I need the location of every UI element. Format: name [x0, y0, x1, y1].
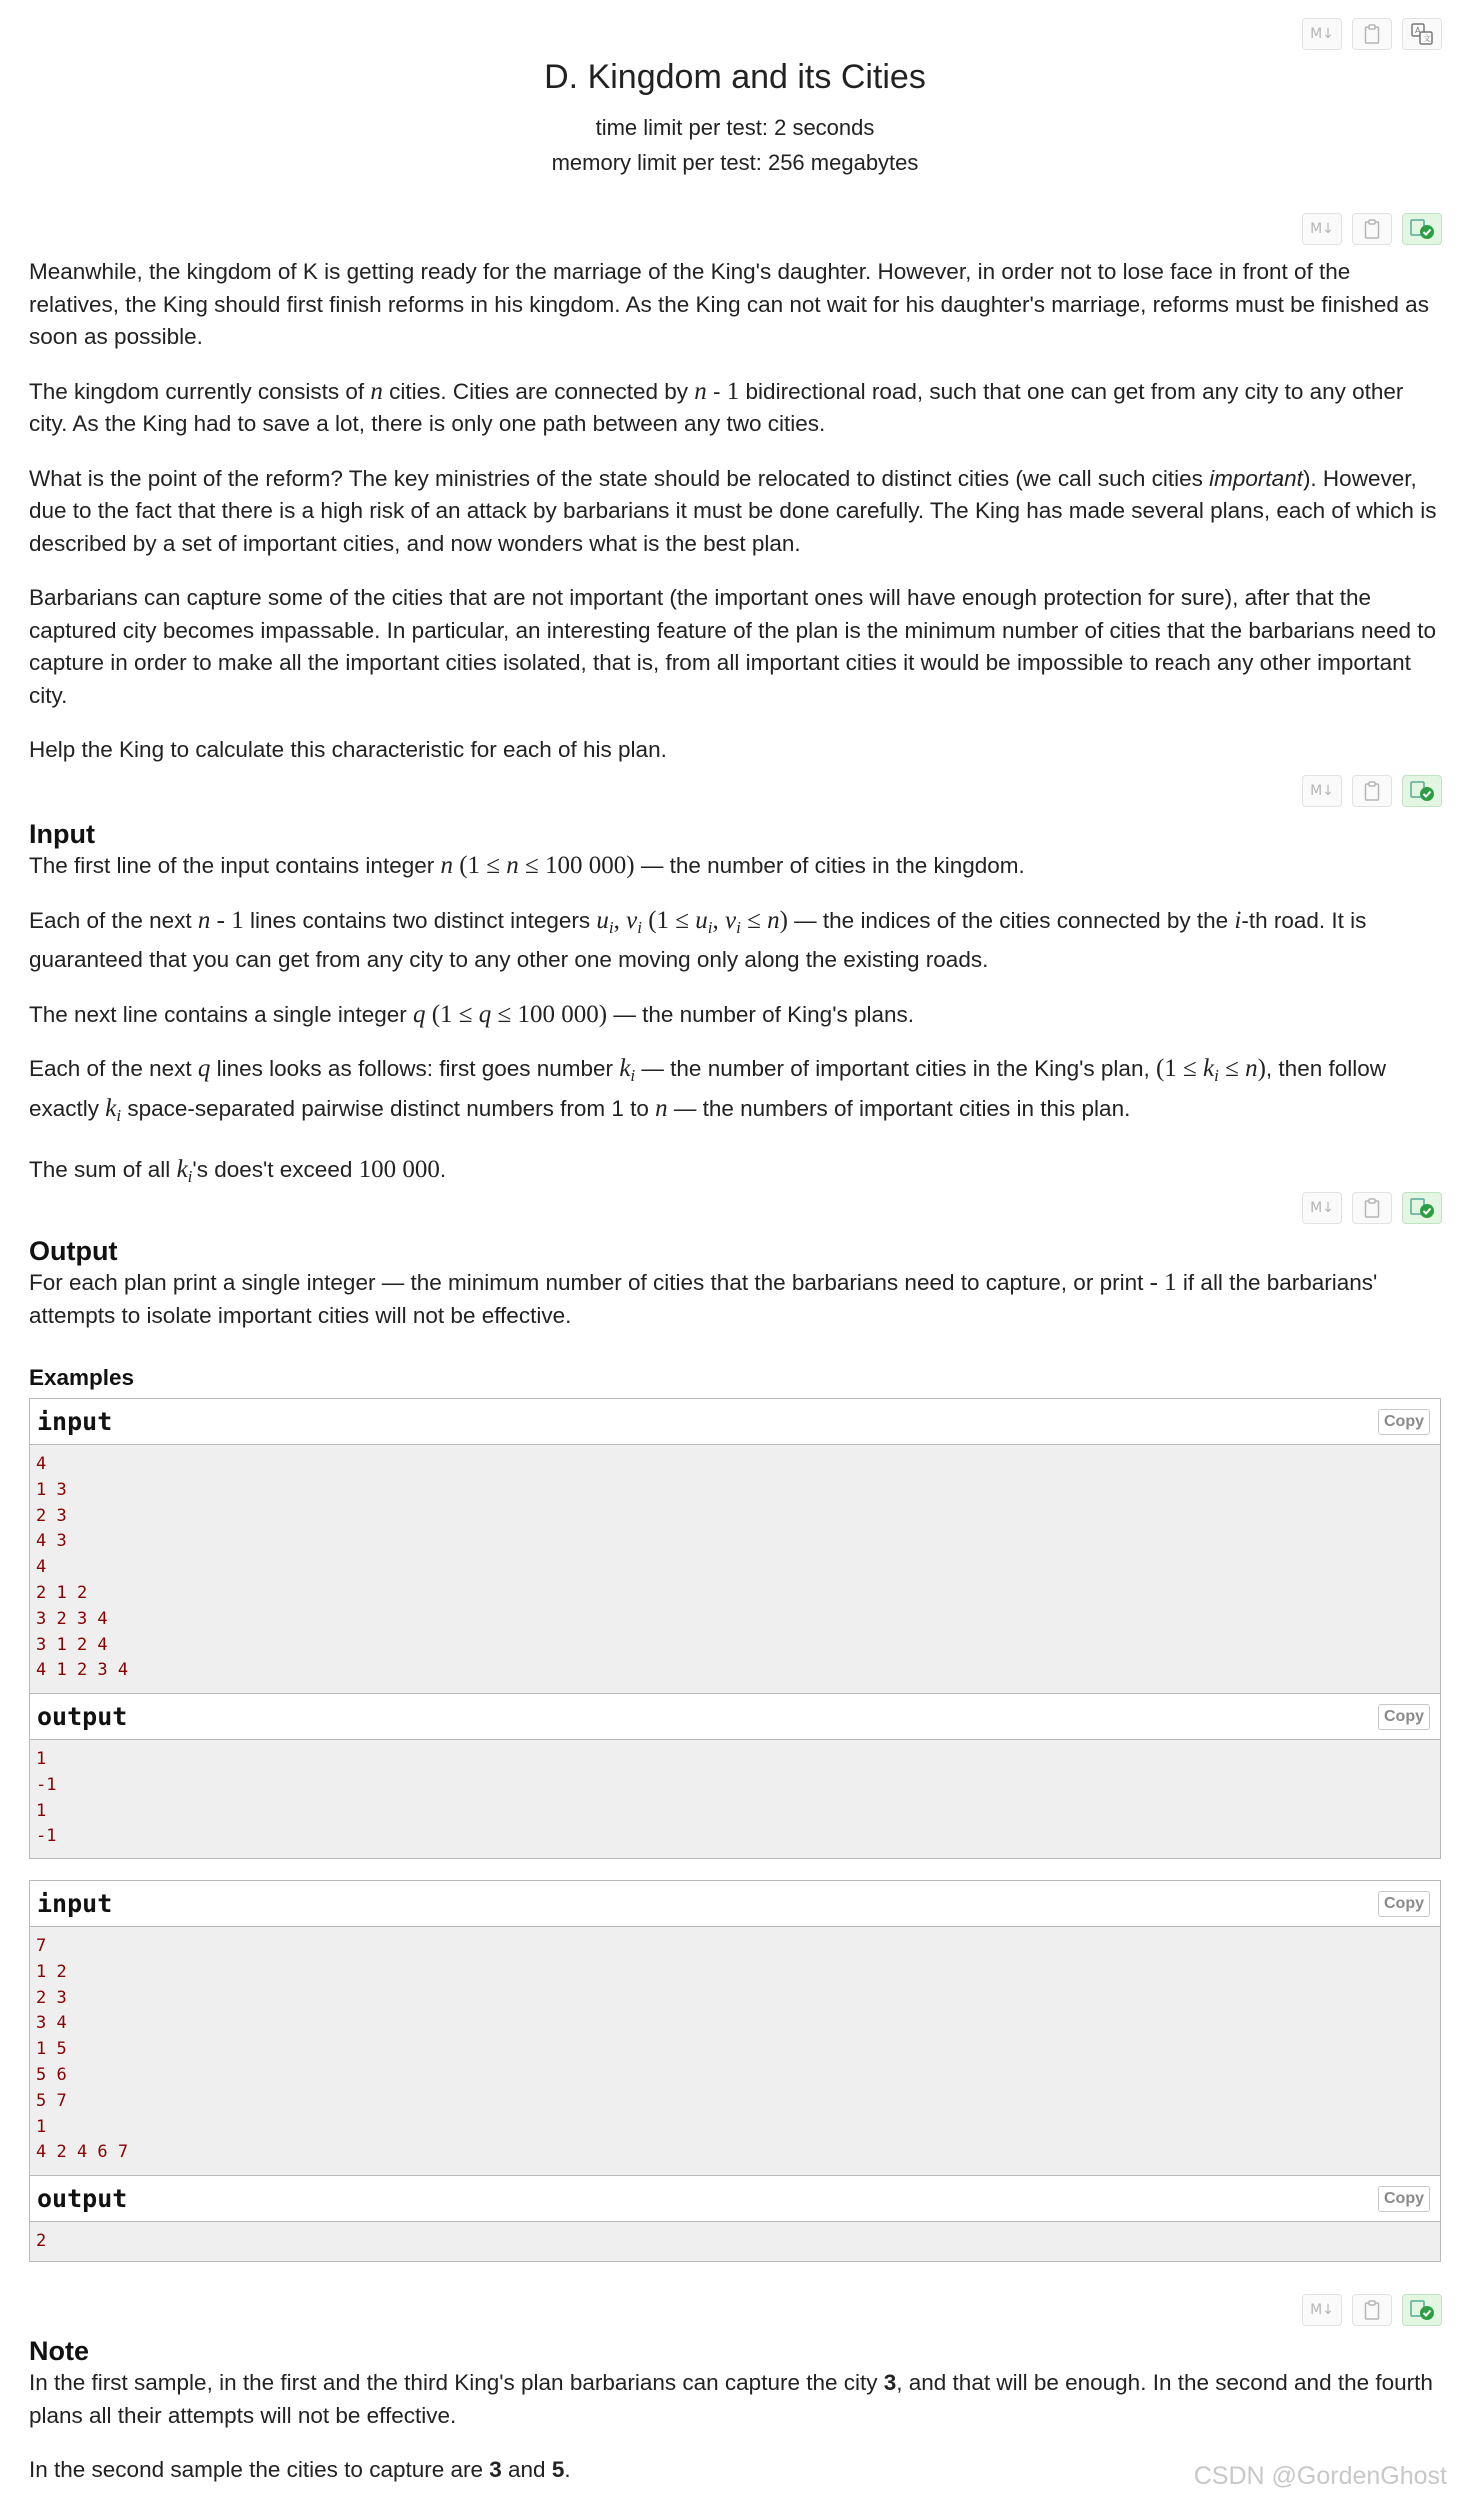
spec-text: — the indices of the cities connected by the	[787, 907, 1235, 933]
markdown-icon[interactable]	[1302, 1192, 1342, 1224]
statement-text: The kingdom currently consists of	[29, 378, 371, 404]
sample-2-input-body	[30, 1927, 1440, 2172]
statement-text: What is the point of the reform? The key ministries of the state should be relocated to distinct cities (we call such cities	[29, 465, 1210, 491]
sample-input-label: input	[37, 1407, 113, 1436]
output-toolbar	[1302, 1192, 1442, 1224]
legend-toolbar	[1302, 213, 1442, 245]
math-n: n	[370, 377, 383, 405]
copy-button[interactable]: Copy	[1378, 1891, 1430, 1917]
spec-text: lines looks as follows: first goes number	[210, 1056, 620, 1081]
spec-text: .	[439, 1157, 447, 1182]
problem-statement	[29, 256, 1441, 789]
math-v: v	[725, 906, 737, 934]
sample-line: 3 4	[36, 2013, 67, 2034]
spec-text: Each of the next	[29, 907, 198, 933]
markdown-label: M↓	[1310, 1200, 1334, 1216]
statement-paragraph	[29, 256, 1441, 354]
examples-heading: Examples	[29, 1365, 135, 1390]
sample-line: 4	[36, 1454, 47, 1474]
sample-input-label: input	[37, 1889, 113, 1918]
note-text: In the second sample the cities to capture are	[29, 2457, 490, 2482]
sample-1-output-body	[30, 1740, 1440, 1856]
spec-text: space-separated pairwise distinct numbers from 1 to	[121, 1095, 656, 1121]
statement-text: Barbarians can capture some of the cities that are not important (the important ones will have enough protection for sure), after that the captured city becomes impassable. In particular, an interesting feature of the plan is the minimum number of cities that the barbarians need to capture in order to make all the important cities isolated, that is, from all important cities it would be impossible to reach any other important city.	[29, 585, 1437, 708]
sample-header	[30, 1399, 1440, 1445]
markdown-label: M↓	[1310, 783, 1334, 799]
math-comma: ,	[712, 906, 725, 934]
math-n: n	[694, 377, 707, 405]
clipboard-icon[interactable]	[1352, 775, 1392, 807]
svg-text:文: 文	[1423, 34, 1431, 43]
math-constraint: ≤	[740, 906, 768, 934]
clipboard-icon[interactable]	[1352, 18, 1392, 50]
markdown-icon[interactable]	[1302, 213, 1342, 245]
sample-line: -1	[36, 1774, 57, 1795]
math-constraint: (1 ≤	[452, 852, 507, 879]
math-paren: )	[1257, 1055, 1266, 1082]
math-n: n	[440, 852, 453, 879]
output-paragraph	[29, 1267, 1441, 1332]
sample-2-output	[29, 2175, 1441, 2262]
math-u: u	[695, 906, 708, 934]
input-paragraph	[29, 1154, 1441, 1194]
emphasis-important: important	[1209, 465, 1303, 491]
math-sub-i: i	[736, 917, 741, 937]
math-sub-i: i	[707, 917, 713, 937]
markdown-icon[interactable]	[1302, 775, 1342, 807]
note-text: .	[564, 2457, 571, 2482]
math-sub-i: i	[116, 1105, 122, 1125]
spec-text: lines contains two distinct integers	[243, 907, 597, 933]
statement-paragraph	[29, 582, 1441, 712]
math-sub-i: i	[1214, 1066, 1219, 1085]
sample-2-input	[29, 1880, 1441, 2176]
sample-header	[30, 1881, 1440, 1927]
spec-text: Each of the next	[29, 1056, 198, 1081]
math-k: k	[619, 1055, 631, 1082]
sample-line: 1	[36, 1749, 47, 1769]
math-minus: -	[706, 378, 727, 404]
problem-title: D. Kingdom and its Cities	[544, 58, 926, 96]
sample-2-output-body	[30, 2222, 1440, 2261]
sample-1-output	[29, 1693, 1441, 1859]
math-u: u	[596, 906, 609, 934]
math-sub-i: i	[630, 1066, 636, 1085]
check-icon[interactable]	[1402, 213, 1442, 245]
note-title: Note	[29, 2336, 89, 2366]
sample-header	[30, 1694, 1440, 1740]
input-paragraph	[29, 1053, 1441, 1132]
math-k: k	[105, 1094, 117, 1122]
sample-line: 2 1 2	[36, 1582, 88, 1603]
watermark: CSDN @GordenGhost	[1193, 2462, 1447, 2490]
note-paragraph	[29, 2367, 1441, 2432]
spec-text: — the number of cities in the kingdom.	[634, 853, 1025, 878]
svg-text:A: A	[1415, 26, 1421, 35]
copy-button[interactable]: Copy	[1378, 1704, 1430, 1730]
markdown-icon[interactable]	[1302, 2294, 1342, 2326]
check-icon[interactable]	[1402, 775, 1442, 807]
sample-line: 2 3	[36, 1505, 67, 1526]
time-limit: time limit per test: 2 seconds	[595, 115, 875, 140]
math-n: n	[655, 1094, 668, 1122]
note-toolbar	[1302, 2294, 1442, 2326]
sample-line: -1	[36, 1826, 57, 1847]
memory-limit: memory limit per test: 256 megabytes	[551, 150, 919, 175]
math-sub-i: i	[608, 917, 614, 937]
sample-line: 2	[36, 2231, 47, 2251]
input-toolbar	[1302, 775, 1442, 807]
translate-icon[interactable]	[1402, 18, 1442, 50]
math-comma: ,	[613, 906, 627, 934]
statement-paragraph	[29, 734, 1441, 767]
sample-line: 4	[36, 1557, 47, 1578]
examples-title	[29, 1365, 1441, 1391]
statement-text: ). However, due to the fact that there is a high risk of an attack by barbarians it must be done carefully. The King has made several plans, each of which is described by a set of important cities, and now wonders what is the best plan.	[29, 465, 1437, 556]
spec-text: For each plan print a single integer — the minimum number of cities that the barbarians need to capture, or print	[29, 1270, 1150, 1295]
sample-line: 1 2	[36, 1961, 67, 1982]
statement-paragraph	[29, 376, 1441, 441]
math-constraint: (1 ≤	[425, 1000, 479, 1028]
problem-toolbar	[1302, 18, 1442, 50]
math-constraint: (1 ≤	[1155, 1055, 1204, 1082]
statement-text: Meanwhile, the kingdom of K is getting ready for the marriage of the King's daughter. However, in order not to lose face in front of the relatives, the King should first finish reforms in his kingdom. As the King can not wait for his daughter's marriage, reforms must be finished as soon as possible.	[29, 259, 1429, 349]
input-specification	[29, 818, 1441, 1216]
copy-button[interactable]: Copy	[1378, 2186, 1430, 2212]
clipboard-icon[interactable]	[1352, 213, 1392, 245]
clipboard-icon[interactable]	[1352, 1192, 1392, 1224]
note-text: and	[501, 2457, 552, 2482]
spec-text: — the numbers of important cities in this plan.	[667, 1095, 1131, 1121]
sample-line: 3 1 2 4	[36, 1634, 108, 1655]
math-constraint: (1 ≤	[641, 906, 696, 934]
statement-paragraph	[29, 463, 1441, 561]
check-icon[interactable]	[1402, 2294, 1442, 2326]
spec-text: — the number of King's plans.	[607, 1001, 915, 1027]
check-icon[interactable]	[1402, 1192, 1442, 1224]
math-k: k	[1203, 1055, 1215, 1082]
spec-text: The next line contains a single integer	[29, 1001, 413, 1027]
statement-text: Help the King to calculate this characteristic for each of his plan.	[29, 737, 667, 762]
markdown-label: M↓	[1310, 26, 1334, 42]
sample-1-input	[29, 1398, 1441, 1694]
spec-text: The first line of the input contains integer	[29, 853, 441, 878]
markdown-label: M↓	[1310, 2302, 1334, 2318]
math-sub-i: i	[187, 1167, 193, 1186]
math-k: k	[176, 1156, 188, 1183]
copy-button[interactable]: Copy	[1378, 1409, 1430, 1435]
spec-text: The sum of all	[29, 1157, 177, 1182]
math-constraint: ≤ 100 000)	[491, 1000, 608, 1028]
math-constraint: - 1	[210, 906, 244, 934]
spec-text: -th road. It is guaranteed that you can get from any city to any other one moving only along the existing roads.	[29, 907, 1367, 972]
math-number: 100 000	[358, 1156, 440, 1183]
sample-line: 5 6	[36, 2064, 67, 2085]
sample-line: 1	[36, 1800, 47, 1821]
input-paragraph	[29, 905, 1441, 977]
sample-line: 3 2 3 4	[36, 1608, 108, 1629]
math-minus-one: - 1	[1149, 1269, 1177, 1296]
math-q: q	[197, 1055, 211, 1082]
statement-text: cities. Cities are connected by	[382, 378, 695, 404]
sample-line: 1 5	[36, 2039, 67, 2060]
sample-line: 5 7	[36, 2090, 67, 2111]
markdown-label: M↓	[1310, 221, 1334, 237]
sample-line: 4 3	[36, 1531, 67, 1552]
note-bold-number: 3	[489, 2457, 502, 2482]
sample-line: 1 3	[36, 1479, 67, 1500]
output-title: Output	[29, 1236, 118, 1266]
statement-text: bidirectional road, such that one can get from any city to any other city. As the King had to save a lot, there is only one path between any two cities.	[29, 378, 1404, 436]
math-constraint: ≤ 100 000)	[518, 852, 635, 879]
math-n: n	[1245, 1055, 1258, 1082]
spec-text: if all the barbarians' attempts to isolate important cities will not be effective.	[29, 1270, 1378, 1328]
sample-line: 4 1 2 3 4	[36, 1660, 129, 1681]
math-q: q	[478, 1000, 492, 1028]
sample-header	[30, 2176, 1440, 2222]
math-n: n	[197, 906, 211, 934]
sample-output-label: output	[37, 1702, 128, 1731]
note-bold-number: 5	[551, 2457, 565, 2482]
markdown-icon[interactable]	[1302, 18, 1342, 50]
sample-1-input-body	[30, 1445, 1440, 1690]
note-text: , and that will be enough. In the second and the fourth plans all their attempts will not be effective.	[29, 2370, 1433, 2428]
sample-output-label: output	[37, 2184, 128, 2213]
sample-line: 1	[36, 2116, 47, 2137]
math-constraint: ≤	[1218, 1055, 1246, 1082]
clipboard-icon[interactable]	[1352, 2294, 1392, 2326]
spec-text: , then follow exactly	[29, 1056, 1386, 1121]
math-one: 1	[726, 377, 740, 405]
math-n: n	[506, 852, 519, 879]
output-specification	[29, 1235, 1441, 1354]
math-i: i	[1234, 906, 1242, 934]
math-q: q	[412, 1000, 426, 1028]
sample-line: 7	[36, 1936, 47, 1956]
math-v: v	[626, 906, 638, 934]
spec-text: 's does't exceed	[192, 1157, 359, 1182]
input-paragraph	[29, 850, 1441, 883]
input-title: Input	[29, 819, 95, 849]
note-bold-number: 3	[883, 2370, 897, 2395]
spec-text: — the number of important cities in the King's plan,	[635, 1056, 1156, 1081]
input-paragraph	[29, 999, 1441, 1032]
math-paren: )	[779, 906, 788, 934]
math-n: n	[767, 906, 780, 934]
sample-line: 2 3	[36, 1987, 67, 2008]
sample-line: 4 2 4 6 7	[36, 2142, 129, 2163]
math-sub-i: i	[637, 917, 642, 937]
note-text: In the first sample, in the first and the third King's plan barbarians can capture the city	[29, 2370, 884, 2395]
